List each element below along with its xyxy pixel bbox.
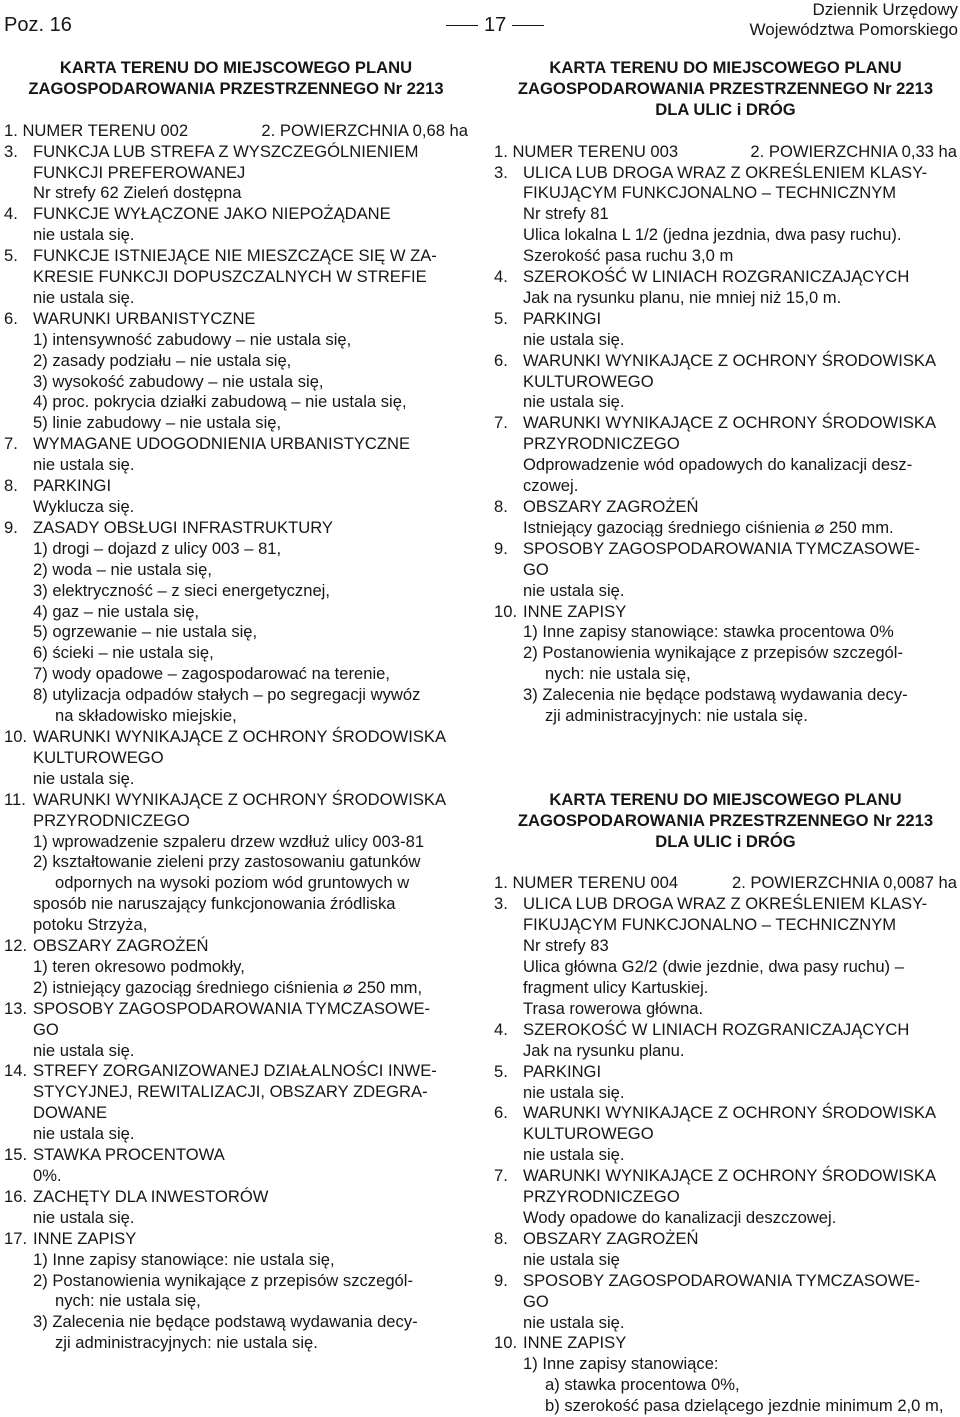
section-item [494,163,957,268]
section-number: 15. [4,1145,28,1165]
section-item [494,267,957,309]
section-line: na składowisko miejskie, [55,706,237,726]
section-line: 2) Postanowienia wynikające z przepisów szczegól- [523,643,903,663]
section-number: 7. [4,434,18,454]
card-summary-row [4,121,468,142]
section-line: WARUNKI WYNIKAJĄCE Z OCHRONY ŚRODOWISKA [523,1103,937,1123]
journal-title: Dziennik Urzędowy Województwa Pomorskiego [749,0,958,39]
section-item [494,413,957,497]
card-title: DLA ULIC i DRÓG [655,831,796,851]
section-number: 4. [4,204,18,224]
section-line: WARUNKI WYNIKAJĄCE Z OCHRONY ŚRODOWISKA [523,1166,937,1186]
card-items [494,163,957,727]
card-items [4,142,468,1355]
section-line: nie ustala się. [33,225,135,245]
section-item [494,1229,957,1271]
terrain-area: 2. POWIERZCHNIA 0,33 ha [750,141,957,161]
card-004 [494,790,957,1417]
left-column [4,58,468,1354]
section-line: 2) kształtowanie zieleni przy zastosowaniu gatunków [33,852,421,872]
section-number: 14. [4,1061,28,1081]
section-line: OBSZARY ZAGROŻEŃ [523,1228,699,1248]
section-line: 1) drogi – dojazd z ulicy 003 – 81, [33,538,282,558]
section-line: potoku Strzyża, [33,915,148,935]
section-number: 8. [494,497,508,517]
section-line: 7) wody opadowe – zagospodarować na terenie, [33,664,391,684]
section-item [494,539,957,602]
section-line: 2) zasady podziału – nie ustala się, [33,350,292,370]
section-line: STAWKA PROCENTOWA [33,1145,225,1165]
section-line: 2) istniejący gazociąg średniego ciśnienia ⌀ 250 mm, [33,977,423,997]
section-number: 8. [4,476,18,496]
section-item [494,1062,957,1104]
section-number: 7. [494,413,508,433]
section-line: Wyklucza się. [33,497,135,517]
section-item [494,1333,957,1417]
section-item [4,204,468,246]
section-number: 5. [494,308,508,328]
section-line: Ulica lokalna L 1/2 (jedna jezdnia, dwa pasy ruchu). [523,225,902,245]
section-line: a) stawka procentowa 0%, [545,1375,740,1395]
section-line: 0%. [33,1166,62,1186]
section-number: 10. [494,601,518,621]
section-item [4,1145,468,1187]
section-line: Nr strefy 81 [523,204,609,224]
section-line: PRZYRODNICZEGO [523,434,680,454]
section-item [494,497,957,539]
card-items [494,894,957,1417]
section-line: SPOSOBY ZAGOSPODAROWANIA TYMCZASOWE- [33,998,431,1018]
section-line: FUNKCJA LUB STREFA Z WYSZCZEGÓLNIENIEM [33,141,419,161]
section-line: Trasa rowerowa główna. [523,998,704,1018]
section-line: WARUNKI URBANISTYCZNE [33,308,256,328]
section-line: 6) ścieki – nie ustala się, [33,643,214,663]
section-line: nie ustala się. [523,329,625,349]
section-line: Ulica główna G2/2 (dwie jezdnie, dwa pasy ruchu) – [523,957,904,977]
section-number: 5. [494,1061,508,1081]
section-line: nie ustala się. [523,580,625,600]
section-item [494,309,957,351]
section-line: nie ustala się. [33,1124,135,1144]
section-line: nie ustala się. [33,768,135,788]
section-number: 5. [4,246,18,266]
section-line: 4) proc. pokrycia działki zabudową – nie ustala się, [33,392,407,412]
section-line: nie ustala się. [33,455,135,475]
section-line: FIKUJĄCYM FUNKCJONALNO – TECHNICZNYM [523,915,897,935]
section-line: czowej. [523,476,579,496]
section-number: 3. [494,162,508,182]
section-line: nych: nie ustala się, [545,664,691,684]
section-line: zji administracyjnych: nie ustala się. [545,706,808,726]
section-number: 7. [494,1166,508,1186]
section-line: SZEROKOŚĆ W LINIACH ROZGRANICZAJĄCYCH [523,1019,910,1039]
section-item [4,434,468,476]
section-line: SPOSOBY ZAGOSPODAROWANIA TYMCZASOWE- [523,538,921,558]
section-item [4,727,468,790]
section-line: 1) intensywność zabudowy – nie ustala się, [33,329,352,349]
card-summary-row [494,873,957,894]
section-line: zji administracyjnych: nie ustala się. [55,1333,318,1353]
section-number: 10. [4,726,28,746]
section-number: 11. [4,789,26,809]
section-line: FUNKCJI PREFEROWANEJ [33,162,246,182]
section-line: SPOSOBY ZAGOSPODAROWANIA TYMCZASOWE- [523,1270,921,1290]
section-number: 3. [4,141,18,161]
section-number: 9. [494,538,508,558]
section-item [4,790,468,936]
section-line: PARKINGI [523,1061,602,1081]
section-line: 2) woda – nie ustala się, [33,559,212,579]
section-line: WARUNKI WYNIKAJĄCE Z OCHRONY ŚRODOWISKA [523,350,937,370]
section-line: nie ustala się. [523,1145,625,1165]
section-line: OBSZARY ZAGROŻEŃ [523,497,699,517]
section-line: FUNKCJE ISTNIEJĄCE NIE MIESZCZĄCE SIĘ W ZA- [33,246,437,266]
section-line: STYCYJNEJ, REWITALIZACJI, OBSZARY ZDEGRA- [33,1082,428,1102]
section-item [4,246,468,309]
section-line: 2) Postanowienia wynikające z przepisów szczegól- [33,1270,413,1290]
section-line: PARKINGI [523,308,602,328]
card-003 [494,58,957,727]
section-line: nie ustala się. [33,1207,135,1227]
section-line: nie ustala się. [33,1040,135,1060]
section-line: nie ustala się. [523,1312,625,1332]
section-item [494,602,957,727]
section-number: 6. [4,308,18,328]
section-line: 4) gaz – nie ustala się, [33,601,200,621]
section-line: 3) Zalecenia nie będące podstawą wydawania decy- [523,685,908,705]
section-line: WYMAGANE UDOGODNIENIA URBANISTYCZNE [33,434,411,454]
section-item [4,999,468,1062]
section-number: 8. [494,1228,508,1248]
section-line: FUNKCJE WYŁĄCZONE JAKO NIEPOŻĄDANE [33,204,391,224]
card-title: KARTA TERENU DO MIEJSCOWEGO PLANU [549,789,902,809]
section-number: 16. [4,1186,28,1206]
section-number: 13. [4,998,28,1018]
section-item [4,936,468,999]
section-item [494,1166,957,1229]
section-line: KULTUROWEGO [523,1124,654,1144]
section-line: 1) wprowadzenie szpaleru drzew wzdłuż ulicy 003-81 [33,831,425,851]
section-item [4,309,468,434]
section-line: 8) utylizacja odpadów stałych – po segregacji wywóz [33,685,421,705]
section-line: sposób nie naruszający funkcjonowania źródliska [33,894,396,914]
section-line: 1) Inne zapisy stanowiące: nie ustala się, [33,1249,335,1269]
section-line: STREFY ZORGANIZOWANEJ DZIAŁALNOŚCI INWE- [33,1061,437,1081]
header-position: Poz. 16 [4,14,72,36]
section-line: fragment ulicy Kartuskiej. [523,978,709,998]
section-line: 5) linie zabudowy – nie ustala się, [33,413,282,433]
section-line: 3) Zalecenia nie będące podstawą wydawania decy- [33,1312,418,1332]
section-line: Szerokość pasa ruchu 3,0 m [523,246,734,266]
section-line: Odprowadzenie wód opadowych do kanalizacji desz- [523,455,913,475]
section-line: nych: nie ustala się, [55,1291,201,1311]
section-line: WARUNKI WYNIKAJĄCE Z OCHRONY ŚRODOWISKA [33,726,447,746]
section-number: 4. [494,1019,508,1039]
section-number: 6. [494,1103,508,1123]
section-number: 12. [4,936,28,956]
section-line: INNE ZAPISY [523,601,627,621]
section-line: 5) ogrzewanie – nie ustala się, [33,622,258,642]
section-line: ULICA LUB DROGA WRAZ Z OKREŚLENIEM KLASY- [523,894,928,914]
section-line: Nr strefy 62 Zieleń dostępna [33,183,242,203]
section-line: ULICA LUB DROGA WRAZ Z OKREŚLENIEM KLASY- [523,162,928,182]
section-line: 1) teren okresowo podmokły, [33,956,245,976]
section-number: 6. [494,350,508,370]
section-number: 9. [494,1270,508,1290]
section-line: nie ustala się. [523,1082,625,1102]
section-number: 10. [494,1333,518,1353]
section-line: nie ustala się. [523,392,625,412]
section-item [4,518,468,727]
section-item [494,351,957,414]
section-line: PARKINGI [33,476,112,496]
card-002 [4,58,468,1354]
card-title: ZAGOSPODAROWANIA PRZESTRZENNEGO Nr 2213 [517,810,934,830]
section-number: 3. [494,894,508,914]
section-line: 1) Inne zapisy stanowiące: stawka procentowa 0% [523,622,894,642]
section-number: 17. [4,1228,28,1248]
section-line: INNE ZAPISY [33,1228,137,1248]
section-number: 9. [4,517,18,537]
section-line: FIKUJĄCYM FUNKCJONALNO – TECHNICZNYM [523,183,897,203]
section-item [494,1271,957,1334]
section-line: 3) elektryczność – z sieci energetycznej, [33,580,330,600]
section-line: PRZYRODNICZEGO [523,1187,680,1207]
section-line: KULTUROWEGO [33,747,164,767]
section-line: Jak na rysunku planu. [523,1040,685,1060]
section-line: SZEROKOŚĆ W LINIACH ROZGRANICZAJĄCYCH [523,267,910,287]
section-line: WARUNKI WYNIKAJĄCE Z OCHRONY ŚRODOWISKA [33,789,447,809]
terrain-number: 1. NUMER TERENU 004 [494,873,679,893]
section-item [4,1061,468,1145]
card-summary-row [494,142,957,163]
page-number: 17 [440,14,550,37]
section-item [4,1229,468,1354]
section-line: 3) wysokość zabudowy – nie ustala się, [33,371,324,391]
section-line: GO [523,1291,549,1311]
section-line: Istniejący gazociąg średniego ciśnienia ⌀ 250 mm. [523,517,894,537]
section-item [494,894,957,1019]
section-line: INNE ZAPISY [523,1333,627,1353]
card-title: KARTA TERENU DO MIEJSCOWEGO PLANU [549,58,902,77]
section-line: b) szerokość pasa dzielącego jezdnie minimum 2,0 m, [545,1396,944,1416]
terrain-area: 2. POWIERZCHNIA 0,68 ha [261,120,468,140]
terrain-area: 2. POWIERZCHNIA 0,0087 ha [731,873,957,893]
section-number: 4. [494,267,508,287]
section-item [4,476,468,518]
section-line: Nr strefy 83 [523,936,609,956]
section-line: KRESIE FUNKCJI DOPUSZCZALNYCH W STREFIE [33,267,427,287]
section-line: GO [33,1019,59,1039]
card-title: KARTA TERENU DO MIEJSCOWEGO PLANU [59,58,413,77]
section-line: nie ustala się [523,1249,620,1269]
section-item [494,1103,957,1166]
section-line: OBSZARY ZAGROŻEŃ [33,936,209,956]
section-item [4,142,468,205]
section-line: KULTUROWEGO [523,371,654,391]
section-line: Wody opadowe do kanalizacji deszczowej. [523,1207,837,1227]
section-line: ZASADY OBSŁUGI INFRASTRUKTURY [33,517,333,537]
card-title: ZAGOSPODAROWANIA PRZESTRZENNEGO Nr 2213 [28,78,444,98]
terrain-number: 1. NUMER TERENU 002 [4,120,189,140]
section-line: GO [523,559,549,579]
section-line: ZACHĘTY DLA INWESTORÓW [33,1186,269,1206]
right-column [494,58,957,1417]
terrain-number: 1. NUMER TERENU 003 [494,141,679,161]
section-line: odpornych na wysoki poziom wód gruntowych w [55,873,410,893]
section-line: 1) Inne zapisy stanowiące: [523,1354,719,1374]
card-title: DLA ULIC i DRÓG [655,99,796,119]
section-item [494,1020,957,1062]
card-title: ZAGOSPODAROWANIA PRZESTRZENNEGO Nr 2213 [517,78,934,98]
section-item [4,1187,468,1229]
section-line: Jak na rysunku planu, nie mniej niż 15,0 m. [523,287,842,307]
section-line: DOWANE [33,1103,108,1123]
section-line: WARUNKI WYNIKAJĄCE Z OCHRONY ŚRODOWISKA [523,413,937,433]
section-line: PRZYRODNICZEGO [33,810,190,830]
section-line: nie ustala się. [33,287,135,307]
